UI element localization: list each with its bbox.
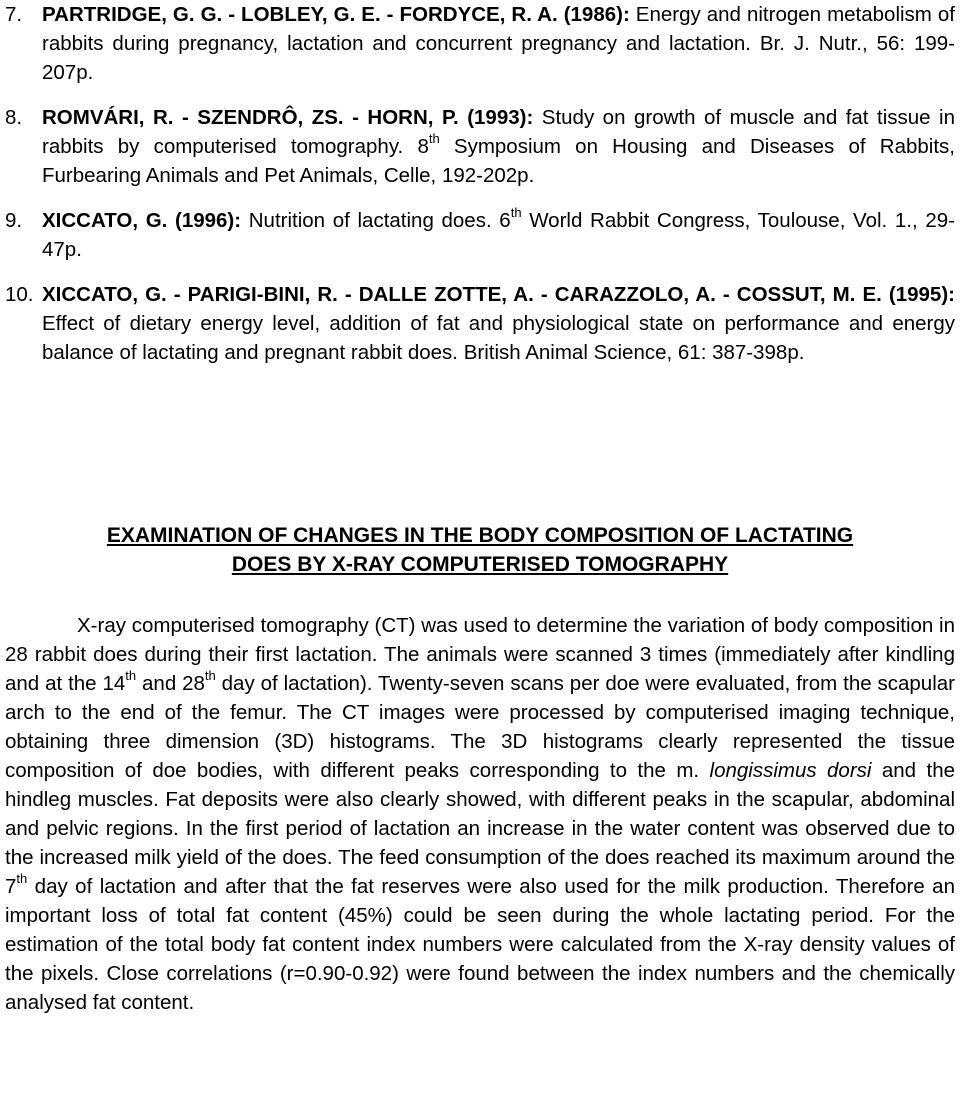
abstract-paragraph <box>5 611 955 1017</box>
reference-number: 9. <box>5 209 23 232</box>
reference-number: 10. <box>5 283 34 306</box>
abstract-text: X-ray computerised tomography (CT) was used to determine the variation of body composition in 28 rabbit does during their first lactation. The animals were scanned 3 times (immediately after kindling and at the 14 <box>5 614 955 695</box>
section-title-line-2: DOES BY X-RAY COMPUTERISED TOMOGRAPHY <box>231 553 729 576</box>
abstract-italic-term: longissimus dorsi <box>709 759 872 782</box>
abstract-text: and 28 <box>136 672 205 695</box>
reference-text-cont: Symposium on Housing and Diseases of Rabbits, Furbearing Animals and Pet Animals, Celle, 192-202p. <box>42 135 955 187</box>
superscript: th <box>204 668 216 684</box>
reference-text: Effect of dietary energy level, addition of fat and physiological state on performance and energy balance of lactating and pregnant rabbit does. British Animal Science, 61: 387-398p. <box>42 312 955 364</box>
superscript: th <box>428 131 440 147</box>
section-title <box>5 521 955 579</box>
reference-authors: PARTRIDGE, G. G. - LOBLEY, G. E. - FORDYCE, R. A. (1986): <box>42 3 630 26</box>
reference-item-10 <box>5 280 955 367</box>
section-title-line-1: EXAMINATION OF CHANGES IN THE BODY COMPOSITION OF LACTATING <box>106 524 854 547</box>
abstract-text: and the hindleg muscles. Fat deposits were also clearly showed, with different peaks in the scapular, abdominal and pelvic regions. In the first period of lactation an increase in the water content was observed due to the increased milk yield of the does. The feed consumption of the does reached its maximum around the 7 <box>5 759 956 898</box>
superscript: th <box>16 871 28 887</box>
abstract-text: day of lactation and after that the fat reserves were also used for the milk production. Therefore an important loss of total fat content (45%) could be seen during the whole lactating period. For the estimation of the total body fat content index numbers were calculated from the X-ray density values of the pixels. Close correlations (r=0.90-0.92) were found between the index numbers and the chemically analysed fat content. <box>5 875 955 1014</box>
superscript: th <box>125 668 137 684</box>
reference-text: Study on growth of muscle and fat tissue in rabbits by computerised tomography. 8 <box>42 106 955 158</box>
document-page <box>5 0 956 1014</box>
reference-item-8 <box>5 103 955 190</box>
reference-authors: ROMVÁRI, R. - SZENDRÔ, ZS. - HORN, P. (1993): <box>42 106 534 129</box>
reference-item-9 <box>5 206 955 264</box>
abstract-text: day of lactation). Twenty-seven scans per doe were evaluated, from the scapular arch to the end of the femur. The CT images were processed by computerised imaging technique, obtaining three dimension (3D) histograms. The 3D histograms clearly represented the tissue composition of doe bodies, with different peaks corresponding to the m. <box>5 672 955 782</box>
reference-text: Nutrition of lactating does. 6 <box>241 209 511 232</box>
reference-authors: XICCATO, G. (1996): <box>42 209 242 232</box>
reference-number: 7. <box>5 3 23 26</box>
reference-number: 8. <box>5 106 23 129</box>
superscript: th <box>510 205 522 221</box>
reference-text-cont: World Rabbit Congress, Toulouse, Vol. 1., 29-47p. <box>42 209 955 261</box>
reference-text: Energy and nitrogen metabolism of rabbits during pregnancy, lactation and concurrent pregnancy and lactation. Br. J. Nutr., 56: 199-207p. <box>42 3 955 84</box>
reference-item-7 <box>5 0 955 87</box>
reference-authors: XICCATO, G. - PARIGI-BINI, R. - DALLE ZOTTE, A. - CARAZZOLO, A. - COSSUT, M. E. (1995): <box>42 283 955 306</box>
